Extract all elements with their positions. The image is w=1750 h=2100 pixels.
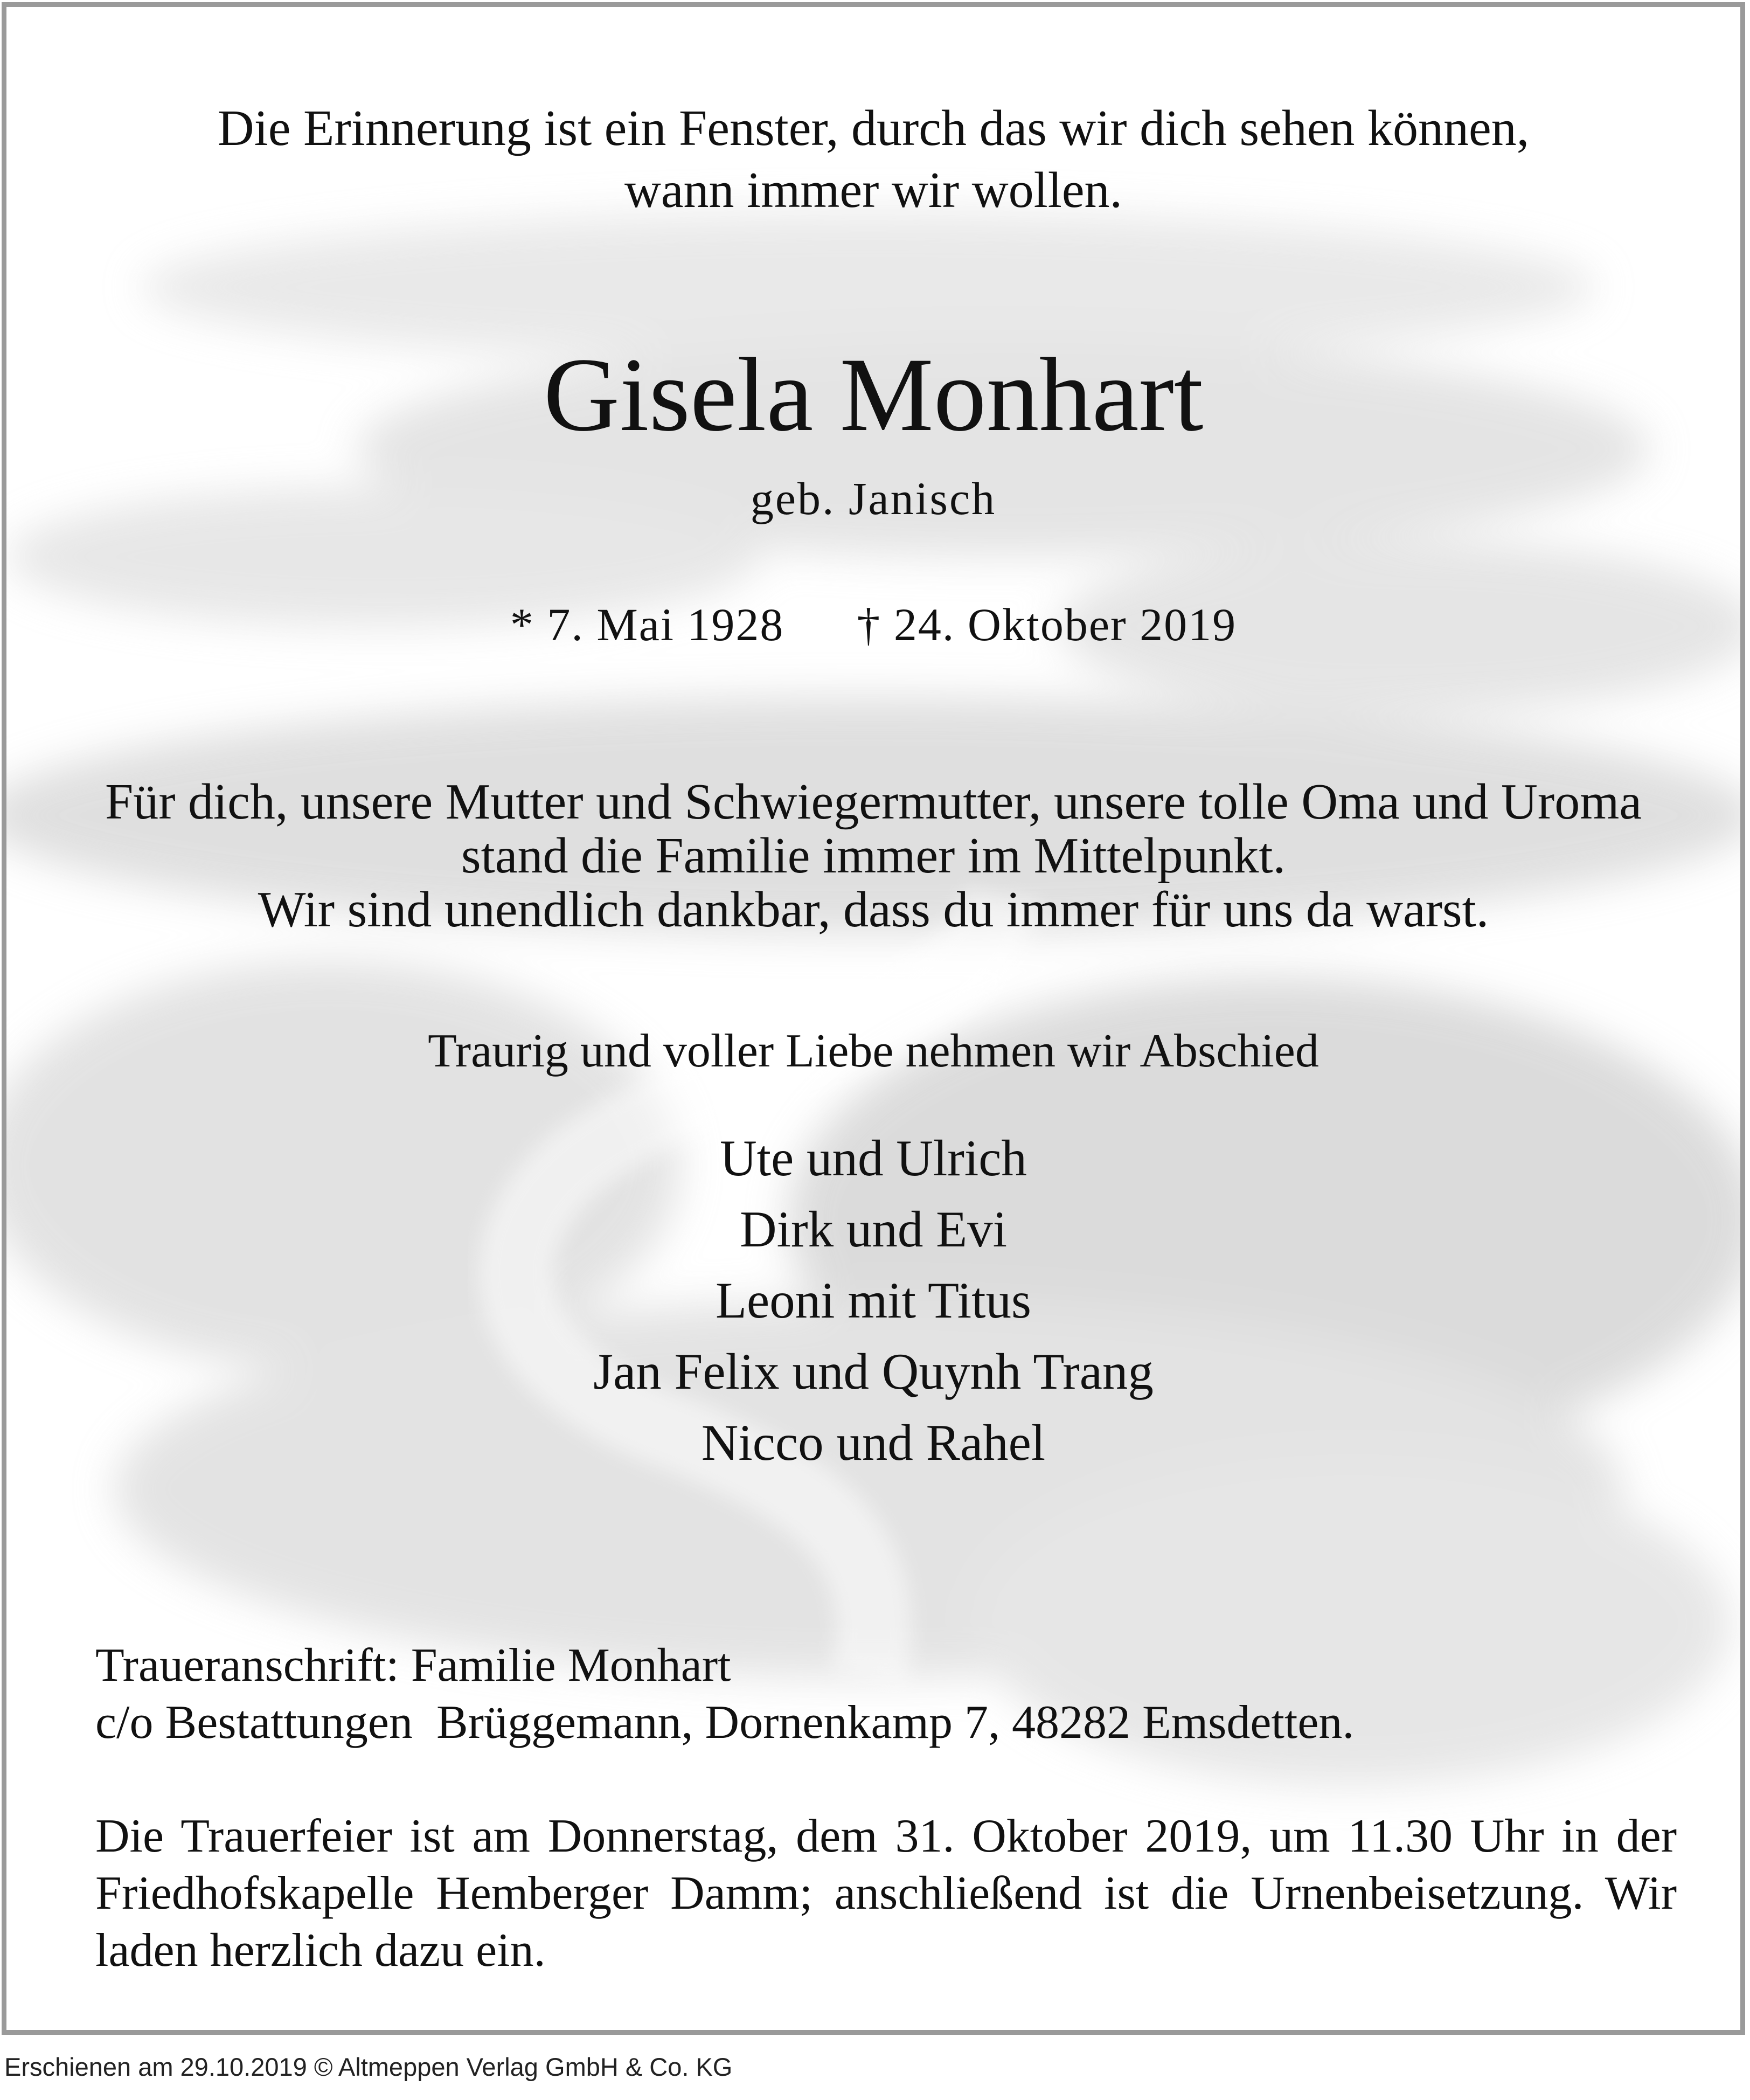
funeral-service-info: Die Trauerfeier ist am Donnerstag, dem 31. Oktober 2019, um 11.30 Uhr in der Friedhofskapelle Hemberger Damm; anschließend ist die Urnenbeisetzung. Wir laden herzlich dazu ein. [95,1810,1677,1977]
quote-line-1: Die Erinnerung ist ein Fenster, durch das wir dich sehen können, [217,100,1530,156]
publication-footer: Erschienen am 29.10.2019 © Altmeppen Verlag GmbH & Co. KG [4,2053,733,2081]
mourner-name: Nicco und Rahel [701,1414,1046,1471]
tribute-line-3: Wir sind unendlich dankbar, dass du immer für uns da warst. [258,882,1489,938]
farewell-line: Traurig und voller Liebe nehmen wir Abschied [428,1025,1319,1077]
mourning-address [95,1637,1354,1751]
mourner-name: Jan Felix und Quynh Trang [593,1343,1154,1400]
tribute-line-2: stand die Familie immer im Mittelpunkt. [461,828,1286,884]
mourner-name: Ute und Ulrich [720,1129,1027,1187]
mourner-name: Dirk und Evi [739,1201,1008,1258]
deceased-name: Gisela Monhart [543,336,1204,453]
address-line-2: c/o Bestattungen Brüggemann, Dornenkamp 7, 48282 Emsdetten. [95,1696,1355,1749]
birth-date: * 7. Mai 1928 [510,599,784,650]
address-line-1: Traueranschrift: Familie Monhart [95,1639,731,1692]
tribute-text [6,775,1740,937]
mourner-name: Leoni mit Titus [715,1272,1031,1329]
mourners-list [6,1122,1740,1478]
memorial-quote [6,98,1740,221]
life-dates [6,598,1740,652]
tribute-line-1: Für dich, unsere Mutter und Schwiegermutter, unsere tolle Oma und Uroma [105,774,1642,830]
quote-line-2: wann immer wir wollen. [624,162,1123,218]
maiden-name: geb. Janisch [750,473,997,524]
obituary-notice [2,2,1745,2035]
death-date: † 24. Oktober 2019 [857,599,1237,650]
